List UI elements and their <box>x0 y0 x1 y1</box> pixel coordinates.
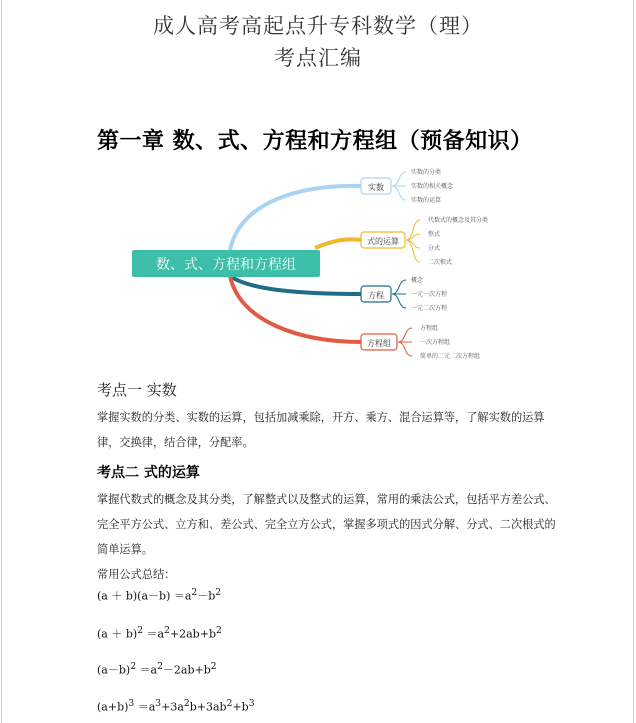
branch-label-3: 方程 <box>368 291 384 300</box>
leaf-4-2: 一次方程组 <box>420 339 451 346</box>
leaf-1-1: 实数的分类 <box>411 169 442 176</box>
branch-curve-3 <box>230 276 362 294</box>
formula-difference-of-squares: $(a + b)(a-b) =a^2-b^2$ <box>97 587 222 603</box>
leaf-2-2: 整式 <box>428 231 441 238</box>
leaf-4-3: 简单的二元二次方程组 <box>420 353 481 360</box>
leaf-2-1: 代数式的概念及其分类 <box>428 217 489 224</box>
branch-label-2: 式的运算 <box>367 237 399 246</box>
leaf-1-3: 实数的运算 <box>411 197 442 204</box>
branch-curve-2 <box>315 239 362 248</box>
leaf-1-2: 实数的相关概念 <box>411 183 454 190</box>
leaf-2-4: 二次根式 <box>428 259 453 266</box>
doc-title: 成人高考高起点升专科数学（理） <box>153 14 483 38</box>
doc-subtitle: 考点汇编 <box>274 46 362 70</box>
leaf-2-3: 分式 <box>428 245 441 252</box>
mind-map <box>130 162 500 362</box>
leaf-3-2: 一元一次方程 <box>411 291 448 298</box>
formula-square-of-sum: $(a + b)^2 =a^2+2ab+b^2$ <box>97 625 222 641</box>
leaf-3-3: 一元二次方程 <box>411 305 448 312</box>
formula-intro: 常用公式总结： <box>97 568 176 581</box>
chapter-heading: 第一章 数、式、方程和方程组（预备知识） <box>97 128 533 154</box>
section-1-heading: 考点一 实数 <box>97 381 177 399</box>
section-2-text: 掌握代数式的概念及其分类，了解整式以及整式的运算，常用的乘法公式，包括平方差公式、完全平方公式、立方和、差公式、完全立方公式，掌握多项式的因式分解、分式、二次根式的简单运算。 <box>97 493 556 556</box>
section-2-heading: 考点二 式的运算 <box>97 465 200 481</box>
formula-square-of-difference: $(a-b)^2 =a^2-2ab+b^2$ <box>97 661 217 677</box>
leaf-4-1: 方程组 <box>420 325 439 332</box>
branch-label-1: 实数 <box>368 183 384 192</box>
formula-cube-of-sum: $(a+b)^3 =a^3+3a^2b+3ab^2+b^3$ <box>97 698 255 714</box>
section-1-text: 掌握实数的分类、实数的运算，包括加减乘除，开方、乘方、混合运算等，了解实数的运算律，交换律，结合律，分配率。 <box>97 411 545 449</box>
leaf-3-1: 概念 <box>411 277 424 284</box>
root-label: 数、式、方程和方程组 <box>156 257 296 273</box>
branch-label-4: 方程组 <box>367 339 391 348</box>
